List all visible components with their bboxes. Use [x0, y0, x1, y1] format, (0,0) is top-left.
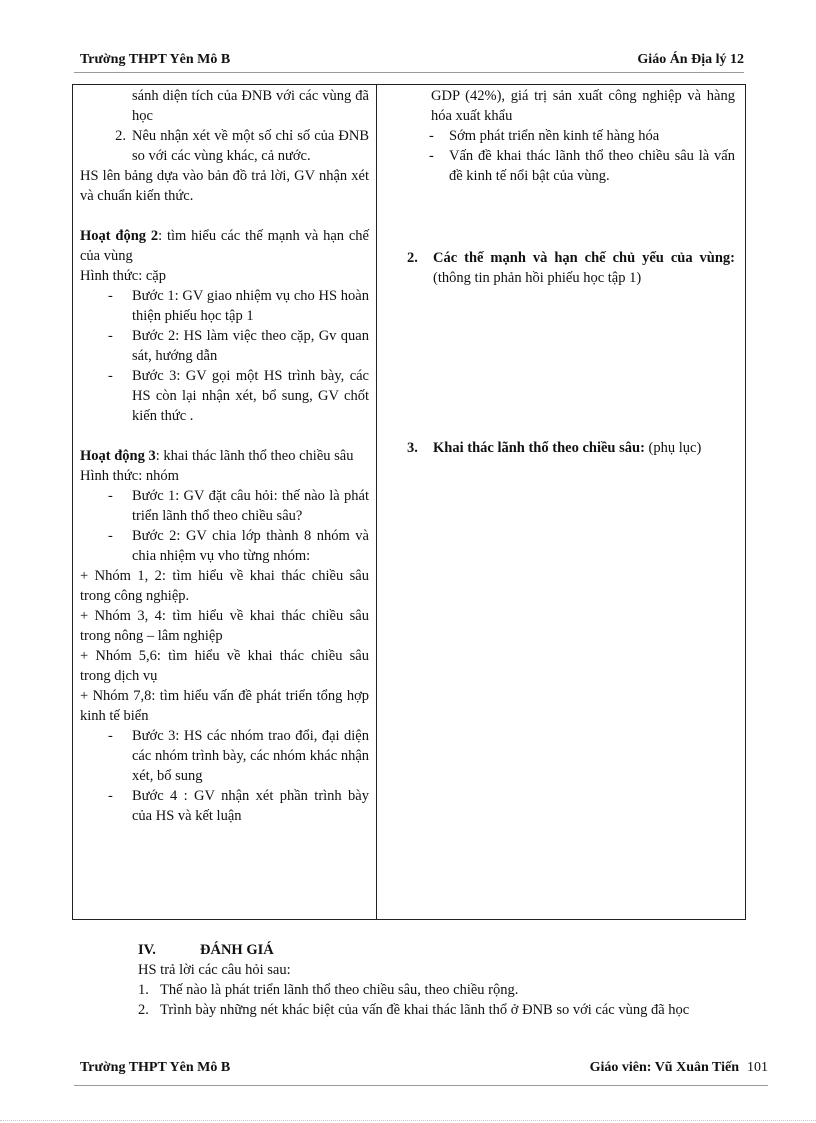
step-text: Bước 4 : GV nhận xét phần trình bày của HS và kết luận [132, 788, 369, 824]
bullet-text: Sớm phát triển nền kinh tế hàng hóa [449, 128, 660, 144]
evaluation-list [122, 980, 768, 1020]
activity-2-step-2 [80, 326, 369, 366]
section-3 [389, 438, 735, 458]
dash-marker: - [108, 368, 113, 384]
activity-2-desc: : tìm hiểu các thế mạnh và hạn chế của vùng [80, 228, 369, 264]
step-text: Bước 3: GV gọi một HS trình bày, các HS còn lại nhận xét, bổ sung, GV chốt kiến thức . [132, 368, 369, 424]
page-edge [0, 1120, 816, 1121]
step-text: Bước 2: GV chia lớp thành 8 nhóm và chia nhiệm vụ vho từng nhóm: [132, 528, 369, 564]
activity-2-step-1 [80, 286, 369, 326]
dash-marker: - [108, 788, 113, 804]
step-text: Bước 1: GV giao nhiệm vụ cho HS hoàn thiện phiếu học tập 1 [132, 288, 369, 324]
section-2 [389, 248, 735, 288]
group-task-2: + Nhóm 3, 4: tìm hiểu về khai thác chiều sâu trong nông – lâm nghiệp [80, 608, 369, 644]
hs-instruction: HS lên bảng dựa vào bản đồ trả lời, GV nhận xét và chuẩn kiến thức. [80, 168, 369, 204]
activity-2-form: Hình thức: cặp [80, 268, 166, 284]
evaluation-item-number: 1. [138, 982, 149, 998]
dash-marker: - [108, 528, 113, 544]
footer-school: Trường THPT Yên Mô B [80, 1060, 231, 1075]
group-task-4: + Nhóm 7,8: tìm hiểu vấn đề phát triển tổng hợp kinh tế biển [80, 688, 369, 724]
list-number: 2. [115, 128, 126, 144]
page-number: 101 [747, 1060, 768, 1075]
activity-3-heading [80, 446, 369, 466]
evaluation-intro: HS trả lời các câu hỏi sau: [138, 962, 291, 978]
dash-marker: - [108, 728, 113, 744]
section-3-number: 3. [407, 440, 418, 456]
evaluation-item-number: 2. [138, 1002, 149, 1018]
evaluation-item-text: Trình bày những nét khác biệt của vấn đề khai thác lãnh thổ ở ĐNB so với các vùng đã học [160, 1002, 690, 1018]
list-text: Nêu nhận xét về một số chỉ số của ĐNB so với các vùng khác, cả nước. [132, 128, 369, 164]
activity-3-step-2 [80, 526, 369, 566]
activity-3-title: Hoạt động 3 [80, 448, 156, 464]
group-task-3: + Nhóm 5,6: tìm hiểu về khai thác chiều sâu trong dịch vụ [80, 648, 369, 684]
bullet-text: Vấn đề khai thác lãnh thổ theo chiều sâu là vấn đề kinh tế nổi bật của vùng. [449, 148, 735, 184]
section-2-text: (thông tin phản hồi phiếu học tập 1) [433, 270, 642, 286]
evaluation-title: ĐÁNH GIÁ [200, 942, 274, 958]
activity-3-form: Hình thức: nhóm [80, 468, 179, 484]
section-2-number: 2. [407, 250, 418, 266]
step-text: Bước 1: GV đặt câu hỏi: thế nào là phát triển lãnh thổ theo chiều sâu? [132, 488, 369, 524]
activities-column [73, 85, 377, 920]
lesson-table [72, 84, 746, 920]
page-footer [80, 1058, 768, 1078]
section-3-body [433, 438, 735, 458]
activity-2-title: Hoạt động 2 [80, 228, 159, 244]
footer-rule [74, 1085, 768, 1086]
left-list-item-2 [80, 126, 369, 166]
activity-3-step-3 [80, 726, 369, 786]
evaluation-roman: IV. [138, 942, 156, 958]
left-continued-text: sánh diện tích của ĐNB với các vùng đã học [132, 88, 369, 124]
evaluation-item-text: Thế nào là phát triển lãnh thổ theo chiều sâu, theo chiều rộng. [160, 982, 519, 998]
page-header [80, 50, 744, 70]
group-task-1: + Nhóm 1, 2: tìm hiểu về khai thác chiều sâu trong công nghiệp. [80, 568, 369, 604]
footer-teacher: Giáo viên: Vũ Xuân Tiến [589, 1060, 739, 1075]
section-3-title: Khai thác lãnh thổ theo chiều sâu: [433, 440, 645, 456]
section-2-body [433, 248, 735, 288]
activity-3-step-4 [80, 786, 369, 826]
section-3-text: (phụ lục) [644, 440, 702, 456]
right-bullet-2 [389, 146, 735, 186]
dash-marker: - [108, 328, 113, 344]
header-school: Trường THPT Yên Mô B [80, 52, 231, 67]
right-bullet-1 [389, 126, 735, 146]
dash-marker: - [429, 128, 434, 144]
evaluation-item-2 [122, 1000, 768, 1020]
step-text: Bước 2: HS làm việc theo cặp, Gv quan sát, hướng dẫn [132, 328, 369, 364]
header-subject: Giáo Án Địa lý 12 [637, 52, 744, 67]
footer-right [590, 1058, 768, 1078]
activity-3-desc: : khai thác lãnh thổ theo chiều sâu [155, 448, 354, 464]
evaluation-section [138, 940, 768, 1020]
evaluation-item-1 [122, 980, 768, 1000]
activity-2-step-3 [80, 366, 369, 426]
step-text: Bước 3: HS các nhóm trao đổi, đại diện các nhóm trình bày, các nhóm khác nhận xét, bổ sung [132, 728, 369, 784]
dash-marker: - [429, 148, 434, 164]
activity-2-heading [80, 226, 369, 266]
right-continued-text: GDP (42%), giá trị sản xuất công nghiệp và hàng hóa xuất khẩu [431, 88, 735, 124]
header-rule [74, 72, 744, 73]
dash-marker: - [108, 288, 113, 304]
section-2-title: Các thế mạnh và hạn chế chủ yếu của vùng: [433, 250, 735, 266]
evaluation-heading [138, 940, 768, 960]
activity-3-step-1 [80, 486, 369, 526]
dash-marker: - [108, 488, 113, 504]
content-column [377, 85, 746, 920]
